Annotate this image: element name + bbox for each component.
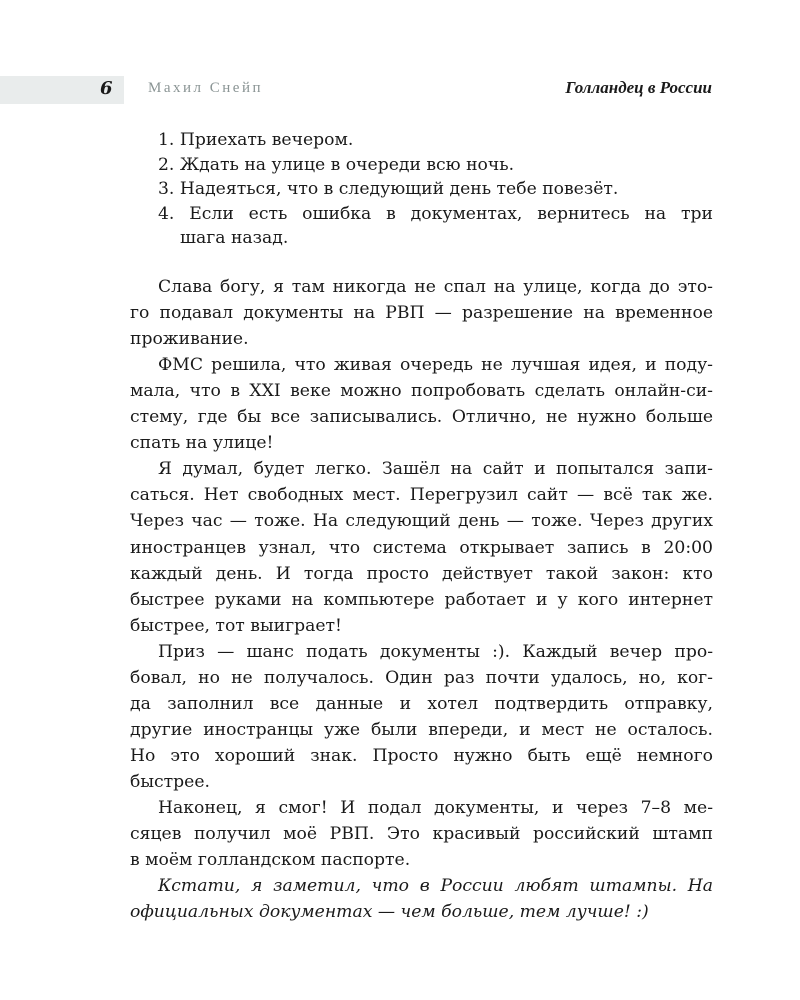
page-number: 6 xyxy=(100,78,113,99)
paragraph-line: другие иностранцы уже были впереди, и мест не осталось. xyxy=(130,719,713,740)
running-header-author: Махил Снейп xyxy=(148,80,264,96)
paragraph-line: Но это хороший знак. Просто нужно быть ещё немного xyxy=(130,745,713,766)
list-item-line: шага назад. xyxy=(180,228,289,248)
paragraph-line: Через час — тоже. На следующий день — тоже. Через других xyxy=(130,511,713,532)
paragraph-line: го подавал документы на РВП — разрешение на временное xyxy=(130,303,713,324)
list-item-line: 4. Если есть ошибка в документах, вернитесь на три xyxy=(158,203,713,224)
list-item-line: 1. Приехать вечером. xyxy=(158,130,354,150)
paragraph-line: Приз — шанс подать документы :). Каждый вечер про- xyxy=(158,641,713,662)
paragraph-line: стему, где бы все записывались. Отлично, не нужно больше xyxy=(130,407,713,428)
paragraph-line: бовал, но не получалось. Один раз почти удалось, но, ког- xyxy=(130,667,713,688)
paragraph-line: быстрее руками на компьютере работает и у кого интернет xyxy=(130,589,713,610)
paragraph-line: Кстати, я заметил, что в России любят штампы. На xyxy=(158,876,713,897)
paragraph-line: да заполнил все данные и хотел подтвердить отправку, xyxy=(130,693,713,714)
paragraph-line: быстрее, тот выиграет! xyxy=(130,615,342,636)
paragraph-line: сяцев получил моё РВП. Это красивый российский штамп xyxy=(130,824,713,845)
list-item-line: 2. Ждать на улице в очереди всю ночь. xyxy=(158,154,515,175)
running-header-title: Голландец в России xyxy=(565,78,712,97)
paragraph-line: быстрее. xyxy=(130,771,210,792)
list-item-line: 3. Надеяться, что в следующий день тебе повезёт. xyxy=(158,179,619,199)
paragraph-line: Наконец, я смог! И подал документы, и через 7–8 ме- xyxy=(158,798,713,818)
paragraph-line: ФМС решила, что живая очередь не лучшая идея, и поду- xyxy=(158,355,713,376)
paragraph-line: мала, что в XXI веке можно попробовать сделать онлайн-си- xyxy=(130,381,713,402)
paragraph-line: официальных документах — чем больше, тем лучше! :) xyxy=(130,902,649,923)
paragraph-line: каждый день. И тогда просто действует такой закон: кто xyxy=(130,563,713,584)
paragraph-line: Я думал, будет легко. Зашёл на сайт и попытался запи- xyxy=(158,459,713,480)
paragraph-line: Слава богу, я там никогда не спал на улице, когда до это- xyxy=(158,277,713,297)
paragraph-line: иностранцев узнал, что система открывает запись в 20:00 xyxy=(130,537,713,558)
paragraph-line: спать на улице! xyxy=(130,433,274,454)
paragraph-line: проживание. xyxy=(130,329,249,350)
paragraph-line: саться. Нет свободных мест. Перегрузил сайт — всё так же. xyxy=(130,485,713,506)
paragraph-line: в моём голландском паспорте. xyxy=(130,850,411,871)
